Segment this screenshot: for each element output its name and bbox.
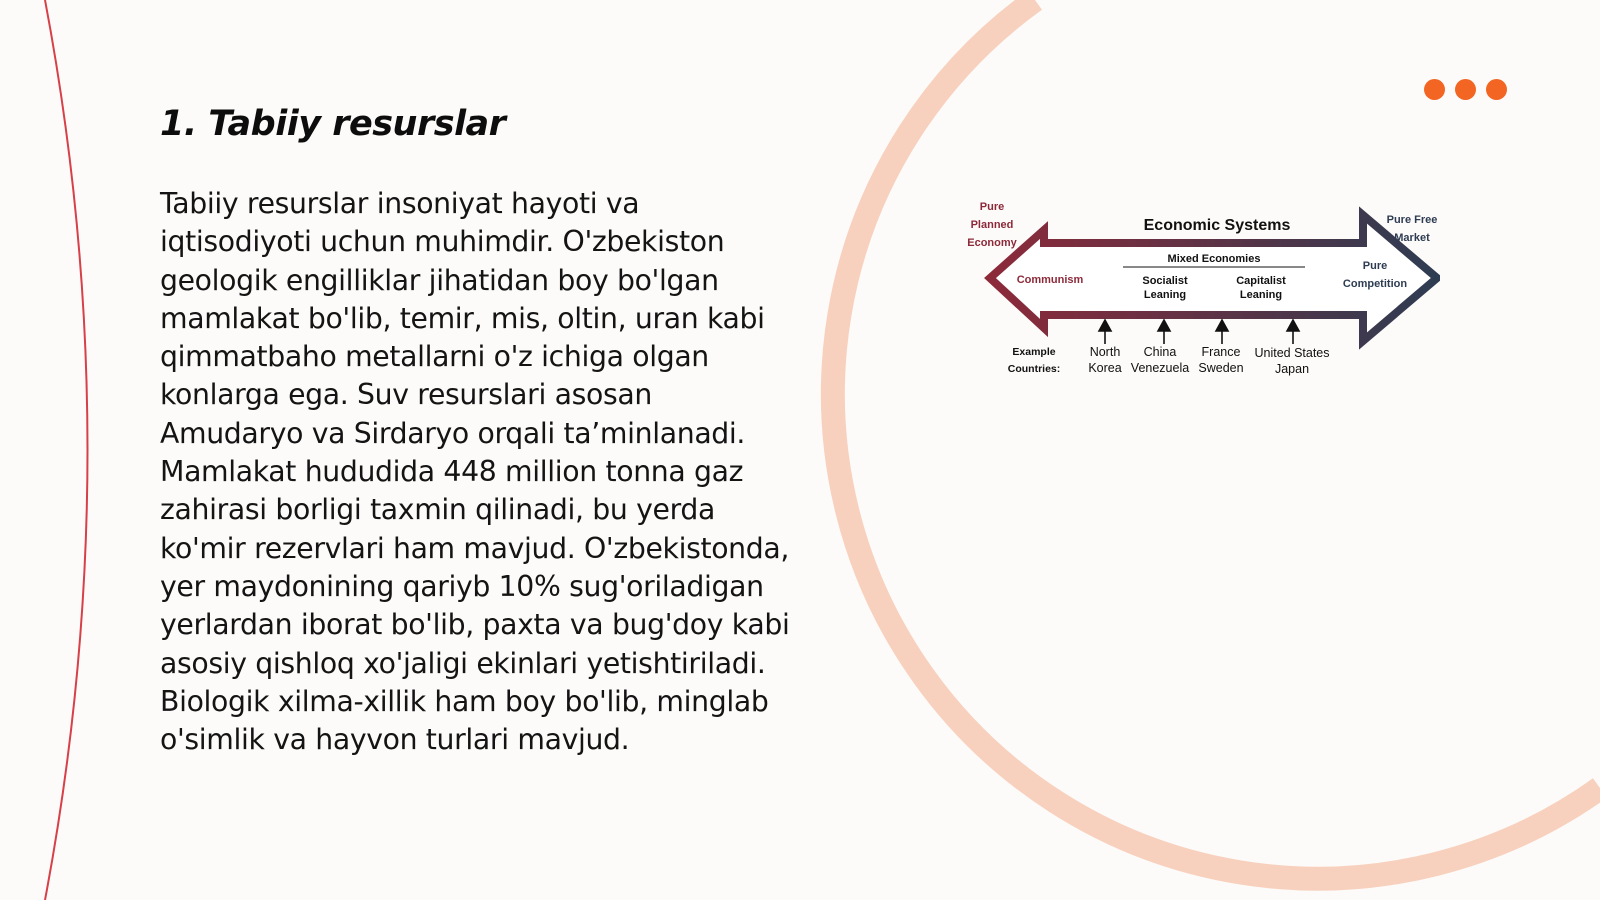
economic-systems-diagram bbox=[960, 200, 1440, 400]
country-3-line2: Sweden bbox=[1198, 361, 1244, 375]
left-end-line3: Economy bbox=[967, 237, 1017, 249]
paragraph-line: geologik engilliklar jihatidan boy bo'lgan bbox=[160, 263, 719, 297]
mixed-economies-label: Mixed Economies bbox=[1167, 253, 1261, 265]
paragraph-line: o'simlik va hayvon turlari mavjud. bbox=[160, 723, 630, 757]
capitalist-leaning-line2: Leaning bbox=[1239, 289, 1283, 301]
country-2-line2: Venezuela bbox=[1130, 361, 1190, 375]
pure-competition-line1: Pure bbox=[1362, 260, 1388, 272]
pure-competition-line2: Competition bbox=[1342, 278, 1408, 290]
socialist-leaning-line1: Socialist bbox=[1142, 275, 1188, 287]
country-arrows bbox=[1099, 320, 1299, 344]
left-decorative-curve bbox=[45, 0, 88, 900]
example-countries-line1: Example bbox=[1012, 346, 1056, 358]
slide-paragraph bbox=[160, 185, 860, 759]
slide-title: 1. Tabiiy resurslar bbox=[160, 104, 506, 144]
country-1-line2: Korea bbox=[1088, 361, 1122, 375]
paragraph-line: Tabiiy resurslar insoniyat hayoti va bbox=[160, 187, 640, 220]
dot-3 bbox=[1486, 79, 1507, 100]
left-end-line1: Pure bbox=[979, 201, 1005, 213]
country-3-line1: France bbox=[1201, 345, 1241, 359]
diagram-title: Economic Systems bbox=[1143, 217, 1291, 234]
capitalist-leaning-line1: Capitalist bbox=[1236, 275, 1286, 287]
example-countries-line2: Countries: bbox=[1007, 363, 1061, 375]
communism-label: Communism bbox=[1016, 274, 1084, 286]
paragraph-line: ko'mir rezervlari ham mavjud. O'zbekistonda, bbox=[160, 531, 790, 565]
dot-1 bbox=[1424, 79, 1445, 100]
paragraph-line: Mamlakat hududida 448 million tonna gaz bbox=[160, 455, 744, 489]
paragraph-line: asosiy qishloq xo'jaligi ekinlari yetishtiriladi. bbox=[160, 646, 766, 680]
dot-2 bbox=[1455, 79, 1476, 100]
paragraph-line: konlarga ega. Suv resurslari asosan bbox=[160, 378, 652, 412]
left-end-line2: Planned bbox=[970, 219, 1014, 231]
country-4-line1: United States bbox=[1254, 346, 1330, 360]
paragraph-line: iqtisodiyoti uchun muhimdir. O'zbekiston bbox=[160, 225, 725, 259]
paragraph-line: yer maydonining qariyb 10% sug'oriladigan bbox=[160, 569, 764, 603]
country-1-line1: North bbox=[1089, 345, 1121, 359]
paragraph-line: yerlardan iborat bo'lib, paxta va bug'doy kabi bbox=[160, 608, 790, 642]
dot-indicator bbox=[1424, 79, 1507, 100]
paragraph-line: Biologik xilma-xillik ham boy bo'lib, minglab bbox=[160, 684, 769, 718]
decorative-ring bbox=[833, 0, 1600, 879]
right-end-line1: Pure Free bbox=[1386, 214, 1438, 226]
paragraph-line: mamlakat bo'lib, temir, mis, oltin, uran kabi bbox=[160, 301, 765, 335]
country-4-line2: Japan bbox=[1274, 362, 1310, 376]
paragraph-line: qimmatbaho metallarni o'z ichiga olgan bbox=[160, 340, 709, 374]
country-2-line1: China bbox=[1143, 345, 1177, 359]
paragraph-line: zahirasi borligi taxmin qilinadi, bu yerda bbox=[160, 493, 715, 527]
right-end-line2: Market bbox=[1394, 232, 1430, 244]
paragraph-line: Amudaryo va Sirdaryo orqali ta’minlanadi. bbox=[160, 416, 746, 450]
socialist-leaning-line2: Leaning bbox=[1143, 289, 1187, 301]
